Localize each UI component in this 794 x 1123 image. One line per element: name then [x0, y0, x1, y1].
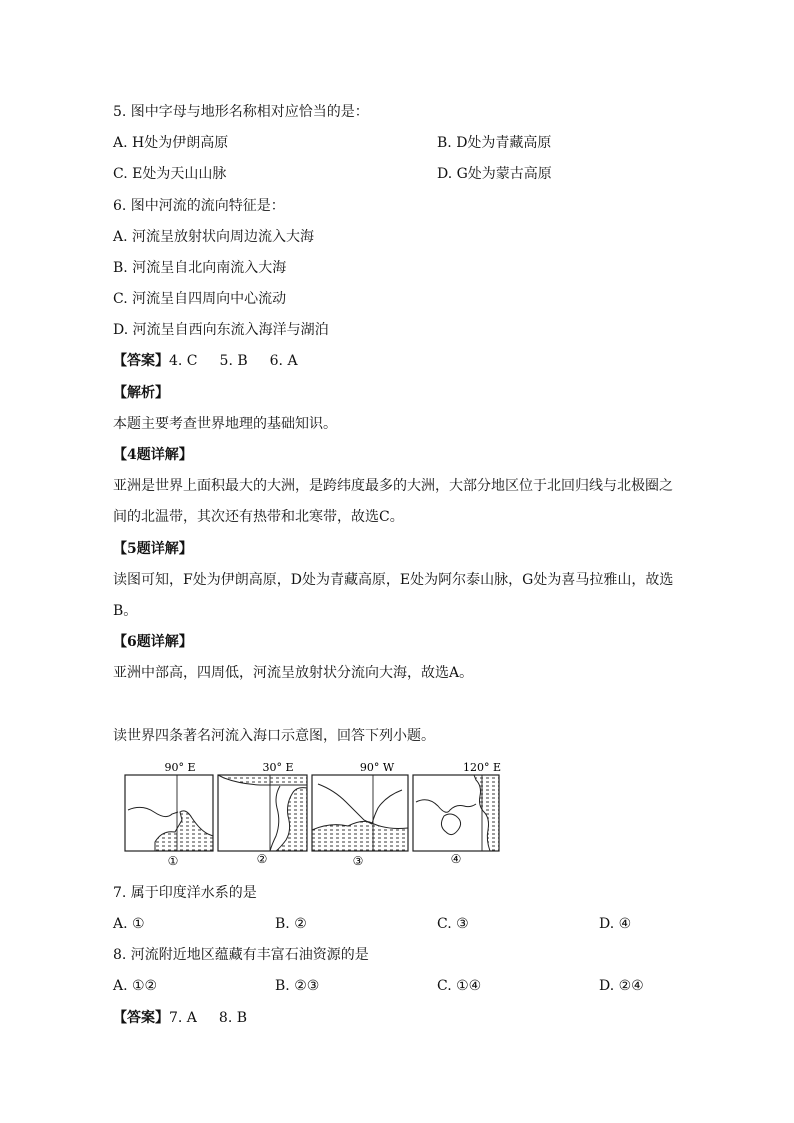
- q7-option-b: B. ②: [275, 916, 307, 932]
- map-3-sea: [312, 821, 408, 851]
- detail-5-line-2: B。: [113, 603, 138, 619]
- detail-4-title: 【4题详解】: [113, 447, 193, 463]
- map-3: [312, 761, 408, 868]
- map-4-island: [441, 814, 460, 835]
- q6-stem: 6. 图中河流的流向特征是：: [113, 198, 285, 214]
- q7-stem: 7. 属于印度洋水系的是: [113, 885, 257, 901]
- q7-option-c: C. ③: [437, 916, 469, 932]
- q5-option-b: B. D处为青藏高原: [437, 135, 552, 151]
- passage-intro: 读世界四条著名河流入海口示意图，回答下列小题。: [113, 728, 435, 744]
- map-1-meridian: 90° E: [164, 761, 196, 774]
- analysis-label: 【解析】: [113, 385, 169, 401]
- map-1-number: ①: [167, 854, 179, 868]
- q8-option-d: D. ②④: [599, 978, 644, 994]
- answer-item: 5. B: [219, 353, 248, 369]
- answer-item: 6. A: [269, 353, 298, 369]
- detail-6-title: 【6题详解】: [113, 634, 193, 650]
- answer-label: 【答案】: [113, 1010, 169, 1026]
- q8-option-a: A. ①②: [113, 978, 158, 994]
- q8-option-b: B. ②③: [275, 978, 320, 994]
- answer-item: 4. C: [169, 353, 198, 369]
- q7-option-d: D. ④: [599, 916, 632, 932]
- detail-5-line-1: 读图可知，F处为伊朗高原，D处为青藏高原，E处为阿尔泰山脉，G处为喜马拉雅山，故选: [113, 572, 674, 588]
- map-2-sea-east: [276, 788, 307, 851]
- river-mouth-figure: [120, 760, 520, 868]
- map-1-river: [128, 807, 178, 816]
- analysis-intro: 本题主要考查世界地理的基础知识。: [113, 416, 337, 432]
- map-4-sea: [474, 775, 499, 851]
- map-1: [125, 761, 213, 868]
- detail-6-line-1: 亚洲中部高，四周低，河流呈放射状分流向大海，故选A。: [113, 665, 474, 681]
- map-2: [218, 761, 307, 866]
- map-3-meridian: 90° W: [359, 761, 395, 774]
- map-3-river-east: [372, 790, 402, 824]
- answer-row-2: [113, 1008, 247, 1028]
- q6-option-c: C. 河流呈自四周向中心流动: [113, 291, 287, 307]
- map-4-meridian: 120° E: [462, 761, 502, 774]
- answer-row-1: [113, 351, 298, 371]
- q8-option-c: C. ①④: [437, 978, 482, 994]
- map-2-river: [270, 786, 280, 851]
- q5-option-a: A. H处为伊朗高原: [113, 135, 229, 151]
- map-4-river: [416, 800, 476, 813]
- map-4: [413, 761, 501, 866]
- q5-stem: 5. 图中字母与地形名称相对应恰当的是：: [113, 104, 369, 120]
- answer-label: 【答案】: [113, 353, 169, 369]
- detail-5-title: 【5题详解】: [113, 541, 193, 557]
- q8-stem: 8. 河流附近地区蕴藏有丰富石油资源的是: [113, 947, 369, 963]
- map-3-number: ③: [352, 854, 364, 868]
- q5-option-d: D. G处为蒙古高原: [437, 166, 552, 182]
- answer-item: 8. B: [218, 1010, 248, 1026]
- answer-item: 7. A: [169, 1010, 197, 1026]
- q6-option-a: A. 河流呈放射状向周边流入大海: [113, 229, 315, 245]
- map-3-river-west: [318, 784, 372, 824]
- map-2-number: ②: [256, 852, 268, 866]
- detail-4-line-1: 亚洲是世界上面积最大的大洲，是跨纬度最多的大洲，大部分地区位于北回归线与北极圈之: [113, 478, 673, 494]
- q5-option-c: C. E处为天山山脉: [113, 166, 227, 182]
- q7-option-a: A. ①: [113, 916, 145, 932]
- detail-4-line-2: 间的北温带，其次还有热带和北寒带，故选C。: [113, 509, 404, 525]
- q6-option-d: D. 河流呈自西向东流入海洋与湖泊: [113, 322, 329, 338]
- map-4-number: ④: [450, 852, 462, 866]
- map-2-sea-north: [218, 775, 307, 785]
- map-2-meridian: 30° E: [262, 761, 294, 774]
- q6-option-b: B. 河流呈自北向南流入大海: [113, 260, 287, 276]
